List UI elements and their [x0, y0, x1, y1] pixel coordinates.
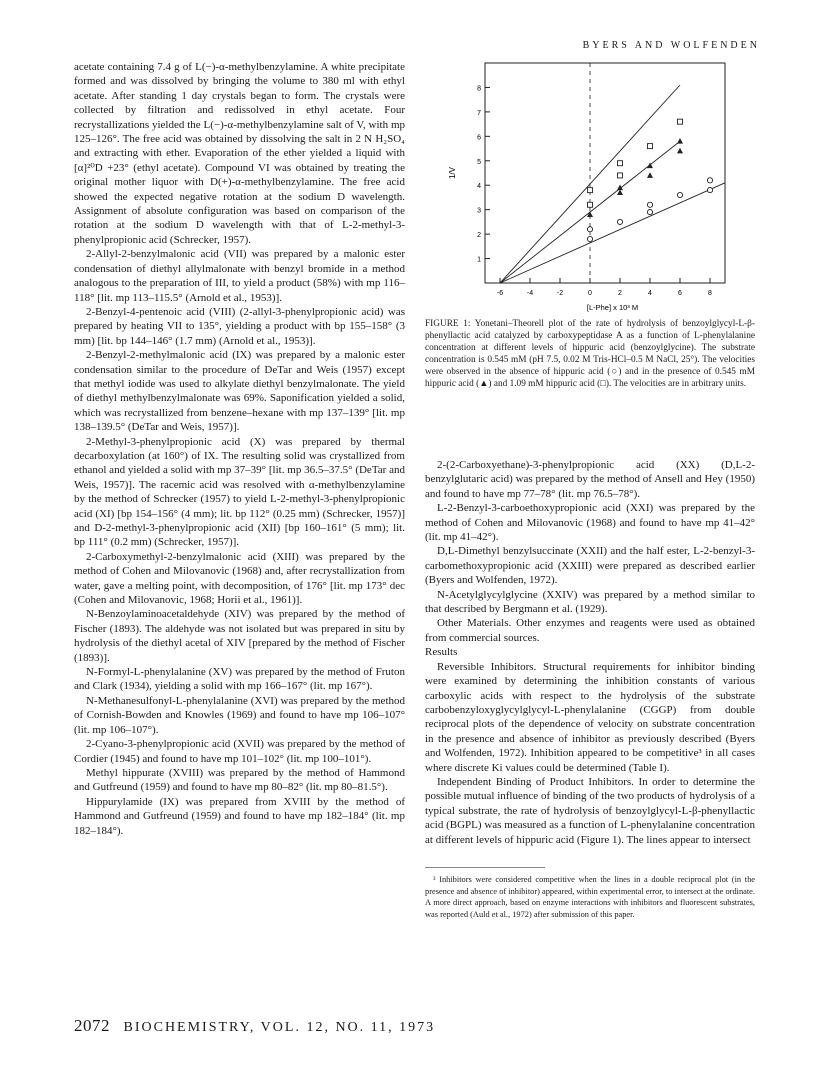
- data-points: [587, 119, 713, 241]
- x-tick-label: -6: [496, 290, 504, 297]
- paragraph: acetate containing 7.4 g of L(−)-α-methylbenzylamine. A white precipitate formed and was dissolved by bringing the volume to 380 ml with ethyl acetate. After standing 1 day crystals began to form. The crystals were collected by filtration and redissolved in ethyl acetate. Four recrystallizations yielded the L(−)-α-methylbenzylamine salt of V, with mp 125–126°. The free acid was obtained by dissolving the salt in 2 N H₂SO₄ and extracting with ether. Evaporation of the ether yielded a liquid with [α]²⁰D +23° (ethyl acetate). Compound VI was obtained by treating the original mother liquor with D(+)-α-methylbenzylamine. The free acid showed the expected negative rotation at the sodium D wavelength. Assignment of absolute configuration was based on comparison of the rotation at the sodium D wavelength with that of L-2-methyl-3-phenylpropionic acid (Schrecker, 1957).: [74, 61, 405, 246]
- point-square: [588, 188, 593, 193]
- y-tick-label: 1: [477, 256, 481, 264]
- fit-lines: [500, 85, 725, 283]
- y-tick-label: 4: [477, 183, 481, 191]
- point-triangle: [677, 138, 683, 144]
- point-circle: [587, 236, 592, 241]
- footnote-rule: [425, 867, 545, 868]
- fit-line-circle: [500, 183, 725, 283]
- x-tick-label: 6: [678, 290, 682, 297]
- point-square: [678, 119, 683, 124]
- x-tick-label: -4: [526, 290, 534, 297]
- paragraph: L-2-Benzyl-3-carboethoxypropionic acid (XXI) was prepared by the method of Cohen and Milovanovic (1968) and found to have mp 41–42° (lit. mp 41–42°).: [425, 502, 755, 544]
- paragraph: Other Materials. Other enzymes and reagents were used as obtained from commercial sources.: [425, 617, 755, 644]
- point-square: [618, 161, 623, 166]
- paragraph: Reversible Inhibitors. Structural requirements for inhibitor binding were examined by determining the inhibition constants of various carboxylic acids with respect to the hydrolysis of the substrate carbobenzyloxyglycylglycyl-L-phenylalanine (CGGP) from double reciprocal plots of the dependence of velocity on substrate concentration in the presence and absence of inhibitor as previously described (Byers and Wolfenden, 1972). Inhibition appeared to be competitive³ in all cases where discrete Ki values could be determined (Table I).: [425, 660, 755, 774]
- paragraph: 2-Allyl-2-benzylmalonic acid (VII) was prepared by a malonic ester condensation of diethyl allylmalonate with benzyl bromide in a method analogous to the preparation of III, to yield a product (58%) with mp 116–118° [lit. mp 113–115.5° (Arnold et al., 1953)].: [74, 248, 405, 304]
- figure-1: [425, 55, 755, 455]
- paragraph: Hippurylamide (IX) was prepared from XVIII by the method of Hammond and Gutfreund (1959) and found to have mp 182–184° (lit. mp 182–184°).: [74, 795, 405, 837]
- point-circle: [587, 227, 592, 232]
- y-tick-label: 8: [477, 85, 481, 93]
- paragraph: N-Acetylglycylglycine (XXIV) was prepared by a method similar to that described by Bergmann et al. (1929).: [425, 588, 755, 616]
- plot-frame: [485, 63, 725, 283]
- y-tick-label: 2: [477, 232, 481, 240]
- point-square: [588, 202, 593, 207]
- x-tick-label: -2: [556, 290, 564, 297]
- point-circle: [617, 219, 622, 224]
- paragraph: N-Methanesulfonyl-L-phenylalanine (XVI) was prepared by the method of Cornish-Bowden and Knowles (1969) and found to have mp 106–107° (lit. mp 106–107°).: [74, 694, 405, 736]
- footnote: ³ Inhibitors were considered competitive when the lines in a double reciprocal plot (in the presence and absence of inhibitor) appeared, within experimental error, to intersect at the ordinate. A more direct approach, based on enzyme interactions with inhibitors and fluorescent substrates, was reported (Auld et al., 1972) after submission of this paper.: [425, 874, 755, 919]
- paragraph: 2-Cyano-3-phenylpropionic acid (XVII) was prepared by the method of Cordier (1945) and found to have mp 101–102° (lit. mp 100–101°).: [74, 738, 405, 765]
- paragraph: Methyl hippurate (XVIII) was prepared by the method of Hammond and Gutfreund (1959) and found to have mp 80–82° (lit. mp 80–81.5°).: [74, 766, 405, 794]
- y-tick-label: 7: [477, 109, 481, 117]
- paragraph: Independent Binding of Product Inhibitors. In order to determine the possible mutual influence of binding of the two products of hydrolysis of a typical substrate, the rate of hydrolysis of benzoylglycyl-L-β-phenyllactic acid (BGPL) was measured as a function of L-phenylalanine concentration at different levels of hippuric acid (Figure 1). The lines appear to intersect: [425, 775, 755, 846]
- x-tick-label: 8: [708, 290, 712, 297]
- point-triangle: [677, 148, 683, 154]
- page-number: 2072: [74, 1016, 110, 1035]
- point-square: [618, 173, 623, 178]
- x-axis-label: [L-Phe] x 10³ M: [586, 303, 639, 312]
- paragraph: N-Formyl-L-phenylalanine (XV) was prepared by the method of Fruton and Clark (1934), yielding a solid with mp 166–167° (lit. mp 167°).: [74, 666, 405, 693]
- point-circle: [707, 188, 712, 193]
- x-tick-label: 2: [618, 290, 622, 297]
- folio: [74, 1016, 435, 1036]
- y-tick-label: 3: [477, 207, 481, 215]
- point-circle: [647, 202, 652, 207]
- point-circle: [647, 210, 652, 215]
- figure-caption: FIGURE 1: Yonetani–Theorell plot of the rate of hydrolysis of benzoylglycyl-L-β-phenyllactic acid catalyzed by carboxypeptidase A as a function of L-phenylalanine concentration at different levels of hippuric acid (benzoylglycine). The substrate concentration is 0.545 mM (pH 7.5, 0.02 M Tris-HCl–0.5 M NaCl, 25°). The velocities were observed in the absence of hippuric acid (○) and in the presence of 0.545 mM hippuric acid (▲) and 1.09 mM hippuric acid (□). The velocities are in arbitrary units.: [425, 319, 755, 389]
- left-column: [74, 60, 405, 838]
- right-column: [425, 458, 755, 920]
- paragraph: D,L-Dimethyl benzylsuccinate (XXII) and the half ester, L-2-benzyl-3-carbomethoxypropionic acid (XXIII) were prepared as described earlier (Byers and Wolfenden, 1972).: [425, 545, 755, 587]
- paragraph: 2-Carboxymethyl-2-benzylmalonic acid (XIII) was prepared by the method of Cohen and Milovanovic (1968) and, after recrystallization from water, gave a melting point, with decomposition, of 176° [lit. mp 173° dec (Cohen and Milovanovic, 1968; Horii et al., 1961)].: [74, 550, 405, 607]
- yonetani-theorell-plot: [425, 55, 755, 315]
- paragraph: 2-Benzyl-2-methylmalonic acid (IX) was prepared by a malonic ester condensation similar to the procedure of DeTar and Weis (1957) except that methyl iodide was used to alkylate diethyl benzylmalonate. The yield of diethyl methylbenzylmalonate was 69%. Saponification yielded a solid, which was recrystallized from benzene–hexane with mp 137–139° [lit. mp 138–139.5° (DeTar and Weis, 1957)].: [74, 349, 405, 434]
- paragraph: 2-Benzyl-4-pentenoic acid (VIII) (2-allyl-3-phenylpropionic acid) was prepared by heating VII to 135°, yielding a product with bp 155–158° (3 mm) [lit. bp 144–146° (1.7 mm) (Arnold et al., 1953)].: [74, 305, 405, 347]
- point-square: [648, 144, 653, 149]
- point-circle: [677, 192, 682, 197]
- paragraph: 2-(2-Carboxyethane)-3-phenylpropionic acid (XX) (D,L-2-benzylglutaric acid) was prepared by the method of Ansell and Hey (1950) and found to have mp 77–78° (lit. mp 76.5–78°).: [425, 459, 755, 500]
- x-tick-label: 0: [588, 290, 592, 297]
- y-tick-label: 6: [477, 134, 481, 142]
- point-triangle: [647, 172, 653, 178]
- paragraph: 2-Methyl-3-phenylpropionic acid (X) was prepared by thermal decarboxylation (at 160°) of IX. The resulting solid was crystallized from ethanol and yielded a solid with mp 37–39° [lit. mp 36.5–37.5° (DeTar and Weis, 1957)]. The racemic acid was resolved with α-methylbenzylamine by the method of Schrecker (1957) to yield L-2-methyl-3-phenylpropionic acid (XI) [bp 154–156° (4 mm); lit. bp 112° (0.25 mm) (Schrecker, 1957)] and D-2-methyl-3-phenylpropionic acid (XII) [bp 160–161° (5 mm); lit. bp 111° (0.2 mm) (Schrecker, 1957)].: [74, 435, 405, 549]
- point-circle: [707, 178, 712, 183]
- tick-labels: [448, 85, 712, 312]
- y-tick-label: 5: [477, 158, 481, 166]
- section-heading: Results: [425, 646, 458, 659]
- journal-line: BIOCHEMISTRY, VOL. 12, NO. 11, 1973: [123, 1020, 436, 1035]
- x-tick-label: 4: [648, 290, 652, 297]
- plot-axes: [485, 63, 725, 283]
- y-axis-label: 1/V: [448, 166, 457, 180]
- paragraph: N-Benzoylaminoacetaldehyde (XIV) was prepared by the method of Fischer (1893). The aldehyde was not isolated but was prepared in situ by hydrolysis of the diethyl acetal of XIV [prepared by the method of Fischer (1893)].: [74, 608, 405, 664]
- running-head: BYERS AND WOLFENDEN: [582, 40, 760, 51]
